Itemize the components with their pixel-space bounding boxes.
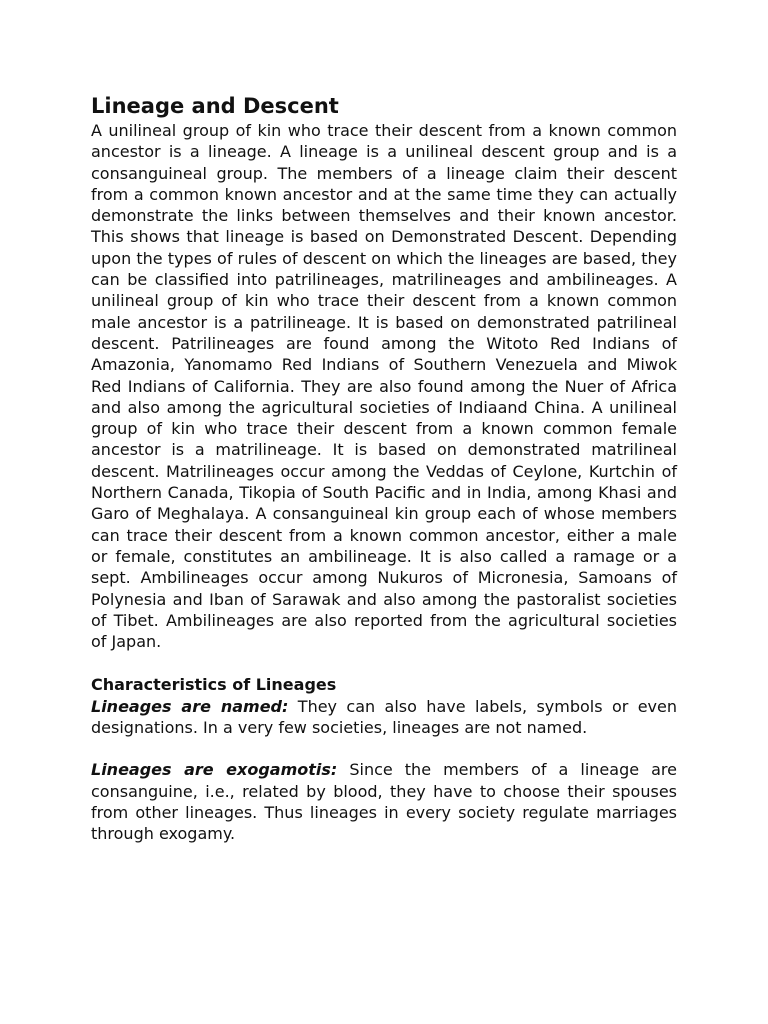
characteristic-item	[91, 696, 677, 739]
document-title: Lineage and Descent	[91, 94, 339, 118]
characteristic-term: Lineages are exogamotis:	[91, 760, 338, 780]
characteristic-term: Lineages are named:	[91, 696, 289, 716]
characteristic-text: Since the members of a lineage are consanguine, i.e., related by blood, they have to choose their spouses from other lineages. Thus lineages in every society regulate marriages through exogamy.	[91, 760, 678, 844]
characteristic-item	[91, 759, 677, 844]
characteristic-text: They can also have labels, symbols or even designations. In a very few societies, lineages are not named.	[91, 696, 678, 738]
section-heading: Characteristics of Lineages	[91, 675, 337, 695]
intro-paragraph: A unilineal group of kin who trace their descent from a known common ancestor is a lineage. A lineage is a unilineal descent group and is a consanguineal group. The members of a lineage claim their descent from a common known ancestor and at the same time they can actually demonstrate the links between themselves and their known ancestor. This shows that lineage is based on Demonstrated Descent. Depending upon the types of rules of descent on which the lineages are based, they can be classified into patrilineages, matrilineages and ambilineages. A unilineal group of kin who trace their descent from a known common male ancestor is a patrilineage. It is based on demonstrated patrilineal descent. Patrilineages are found among the Witoto Red Indians of Amazonia, Yanomamo Red Indians of Southern Venezuela and Miwok Red Indians of California. They are also found among the Nuer of Africa and also among the agricultural societies of Indiaand China. A unilineal group of kin who trace their descent from a known common female ancestor is a matrilineage. It is based on demonstrated matrilineal descent. Matrilineages occur among the Veddas of Ceylone, Kurtchin of Northern Canada, Tikopia of South Pacific and in India, among Khasi and Garo of Meghalaya. A consanguineal kin group each of whose members can trace their descent from a known common ancestor, either a male or female, constitutes an ambilineage. It is also called a ramage or a sept. Ambilineages occur among Nukuros of Micronesia, Samoans of Polynesia and Iban of Sarawak and also among the pastoralist societies of Tibet. Ambilineages are also reported from the agricultural societies of Japan.	[91, 121, 677, 652]
document-page	[91, 92, 677, 845]
